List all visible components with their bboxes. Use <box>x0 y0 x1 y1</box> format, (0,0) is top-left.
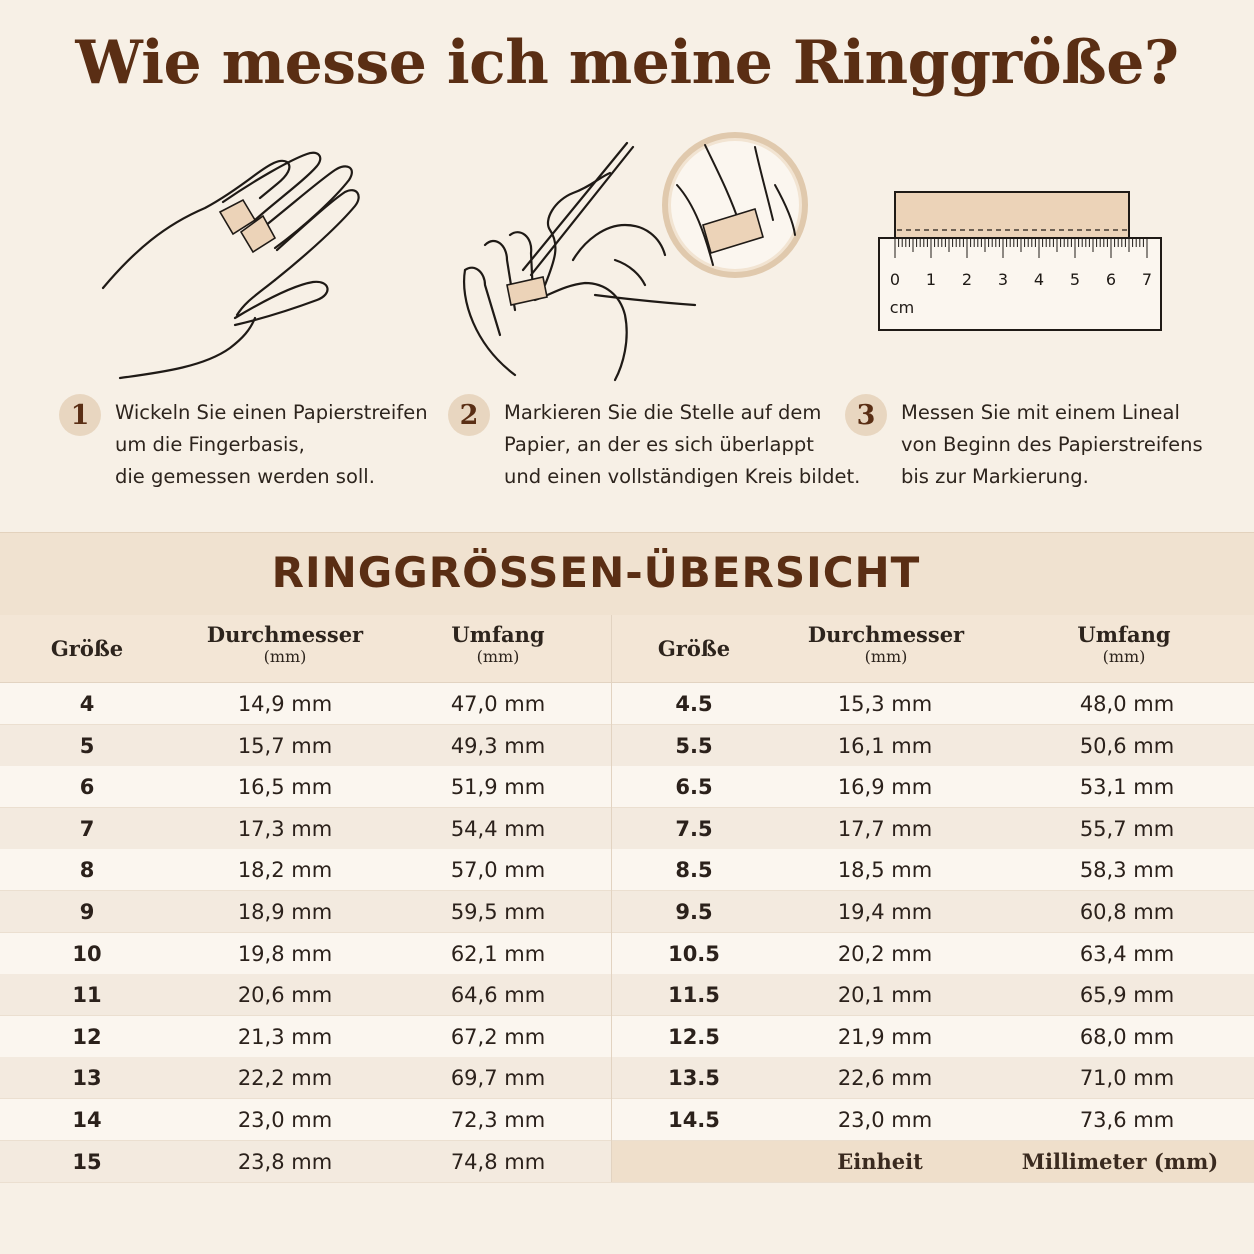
ruler-tick-label: 0 <box>889 270 901 289</box>
cell-circumference: 65,9 mm <box>1079 983 1175 1008</box>
step-number-badge: 1 <box>59 394 101 436</box>
header-unit: (mm) <box>1102 647 1146 666</box>
cell-diameter: 23,8 mm <box>237 1149 333 1174</box>
cell-size: 9.5 <box>675 900 713 924</box>
cell-diameter: 17,7 mm <box>837 816 933 841</box>
cell-diameter: 15,7 mm <box>237 733 333 758</box>
table-row <box>0 974 1254 1016</box>
cell-diameter: 16,9 mm <box>837 775 933 800</box>
table-row <box>0 1057 1254 1099</box>
cell-diameter: 16,1 mm <box>837 733 933 758</box>
cell-circumference: 73,6 mm <box>1079 1108 1175 1132</box>
step-number-badge: 3 <box>845 394 887 436</box>
cell-diameter: 21,9 mm <box>837 1024 933 1049</box>
step-3 <box>845 394 1203 493</box>
cell-diameter: 23,0 mm <box>237 1108 333 1132</box>
cell-circumference: 74,8 mm <box>450 1149 546 1174</box>
table-row <box>0 849 1254 891</box>
cell-size: 10.5 <box>668 941 720 966</box>
cell-size: 8 <box>79 858 95 883</box>
step-2 <box>448 394 860 493</box>
cell-diameter: 22,6 mm <box>837 1066 933 1091</box>
cell-size: 14.5 <box>668 1108 720 1132</box>
cell-size: 8.5 <box>675 858 713 883</box>
cell-diameter: 22,2 mm <box>237 1066 333 1091</box>
cell-size: 13 <box>72 1066 102 1091</box>
cell-diameter: 20,6 mm <box>237 983 333 1008</box>
ruler-tick-label: 2 <box>961 270 973 289</box>
cell-size: 5.5 <box>675 733 713 758</box>
cell-size: 5 <box>79 733 95 758</box>
step-description <box>901 397 1203 493</box>
table-row <box>0 683 1254 725</box>
ruler-tick-label: 5 <box>1069 270 1081 289</box>
header-diameter-right <box>786 622 986 666</box>
cell-circumference: 71,0 mm <box>1079 1066 1175 1091</box>
header-diameter-left <box>185 622 385 666</box>
header-unit: (mm) <box>476 647 520 666</box>
ruler-tick-label: 7 <box>1141 270 1153 289</box>
cell-circumference: 69,7 mm <box>450 1066 546 1091</box>
cell-diameter: 18,9 mm <box>237 900 333 924</box>
ruler-tick-label: 6 <box>1105 270 1117 289</box>
step-number-badge: 2 <box>448 394 490 436</box>
ruler-tick-label: 4 <box>1033 270 1045 289</box>
cell-circumference: 60,8 mm <box>1079 900 1175 924</box>
cell-size: 12.5 <box>668 1024 720 1049</box>
cell-size: 12 <box>72 1024 102 1049</box>
step-line: Wickeln Sie einen Papierstreifen <box>115 401 428 424</box>
header-circumference-right <box>1024 622 1224 666</box>
header-unit: (mm) <box>263 647 307 666</box>
cell-circumference: 49,3 mm <box>450 733 546 758</box>
cell-diameter: 19,8 mm <box>237 941 333 966</box>
cell-size: 6.5 <box>675 775 713 800</box>
step-description <box>504 397 860 493</box>
header-label: Durchmesser <box>807 622 965 647</box>
step-1 <box>59 394 428 493</box>
step-line: bis zur Markierung. <box>901 465 1089 488</box>
header-label: Umfang <box>451 622 545 647</box>
step-line: um die Fingerbasis, <box>115 433 305 456</box>
cell-diameter: 16,5 mm <box>237 775 333 800</box>
header-label: Durchmesser <box>206 622 364 647</box>
cell-diameter: 23,0 mm <box>837 1108 933 1132</box>
ruler-unit-label: cm <box>889 298 915 317</box>
cell-circumference: 54,4 mm <box>450 816 546 841</box>
cell-circumference: 53,1 mm <box>1079 775 1175 800</box>
cell-circumference: 47,0 mm <box>450 692 546 716</box>
step-line: Markieren Sie die Stelle auf dem <box>504 401 822 424</box>
cell-circumference: 48,0 mm <box>1079 692 1175 716</box>
cell-circumference: 59,5 mm <box>450 900 546 924</box>
cell-size: 4.5 <box>675 692 713 716</box>
table-row <box>0 725 1254 767</box>
cell-circumference: 62,1 mm <box>450 941 546 966</box>
table-row <box>0 766 1254 808</box>
cell-size: 7 <box>79 816 95 841</box>
cell-diameter: 20,1 mm <box>837 983 933 1008</box>
step-line: Papier, an der es sich überlappt <box>504 433 814 456</box>
cell-size: 9 <box>79 900 95 924</box>
cell-circumference: 57,0 mm <box>450 858 546 883</box>
step-line: die gemessen werden soll. <box>115 465 375 488</box>
cell-size: 11 <box>72 983 102 1008</box>
cell-size: 6 <box>79 775 95 800</box>
unit-footer-label: Einheit <box>837 1149 923 1174</box>
header-circumference-left <box>398 622 598 666</box>
cell-diameter: 17,3 mm <box>237 816 333 841</box>
cell-circumference: 51,9 mm <box>450 775 546 800</box>
step-line: Messen Sie mit einem Lineal <box>901 401 1180 424</box>
table-row <box>0 1016 1254 1058</box>
cell-diameter: 18,2 mm <box>237 858 333 883</box>
column-divider <box>611 615 612 1182</box>
cell-size: 4 <box>79 692 95 716</box>
table-row <box>0 933 1254 975</box>
cell-diameter: 20,2 mm <box>837 941 933 966</box>
header-size-left: Größe <box>50 636 124 661</box>
chart-title: RINGGRÖSSEN-ÜBERSICHT <box>271 548 921 597</box>
cell-diameter: 18,5 mm <box>837 858 933 883</box>
cell-circumference: 67,2 mm <box>450 1024 546 1049</box>
header-label: Umfang <box>1077 622 1171 647</box>
mark-strip-illustration <box>455 125 815 385</box>
cell-circumference: 55,7 mm <box>1079 816 1175 841</box>
cell-circumference: 63,4 mm <box>1079 941 1175 966</box>
header-unit: (mm) <box>864 647 908 666</box>
table-row <box>0 808 1254 850</box>
cell-size: 10 <box>72 941 102 966</box>
cell-size: 7.5 <box>675 816 713 841</box>
cell-diameter: 14,9 mm <box>237 692 333 716</box>
cell-diameter: 15,3 mm <box>837 692 933 716</box>
step-line: von Beginn des Papierstreifens <box>901 433 1203 456</box>
table-row <box>0 1099 1254 1141</box>
step-line: und einen vollständigen Kreis bildet. <box>504 465 861 488</box>
cell-size: 11.5 <box>668 983 720 1008</box>
cell-circumference: 50,6 mm <box>1079 733 1175 758</box>
cell-circumference: 72,3 mm <box>450 1108 546 1132</box>
ruler-illustration <box>875 190 1165 335</box>
cell-size: 14 <box>72 1108 102 1132</box>
ruler-tick-label: 1 <box>925 270 937 289</box>
step-description <box>115 397 428 493</box>
cell-circumference: 64,6 mm <box>450 983 546 1008</box>
cell-size: 13.5 <box>668 1066 720 1091</box>
page-title: Wie messe ich meine Ringgröße? <box>75 28 1179 98</box>
cell-diameter: 21,3 mm <box>237 1024 333 1049</box>
hand-wrap-illustration <box>95 140 375 385</box>
cell-circumference: 68,0 mm <box>1079 1024 1175 1049</box>
header-size-right: Größe <box>657 636 731 661</box>
cell-size: 15 <box>72 1149 102 1174</box>
unit-footer-value: Millimeter (mm) <box>1021 1149 1219 1174</box>
ruler-tick-label: 3 <box>997 270 1009 289</box>
cell-circumference: 58,3 mm <box>1079 858 1175 883</box>
table-row <box>0 891 1254 933</box>
cell-diameter: 19,4 mm <box>837 900 933 924</box>
